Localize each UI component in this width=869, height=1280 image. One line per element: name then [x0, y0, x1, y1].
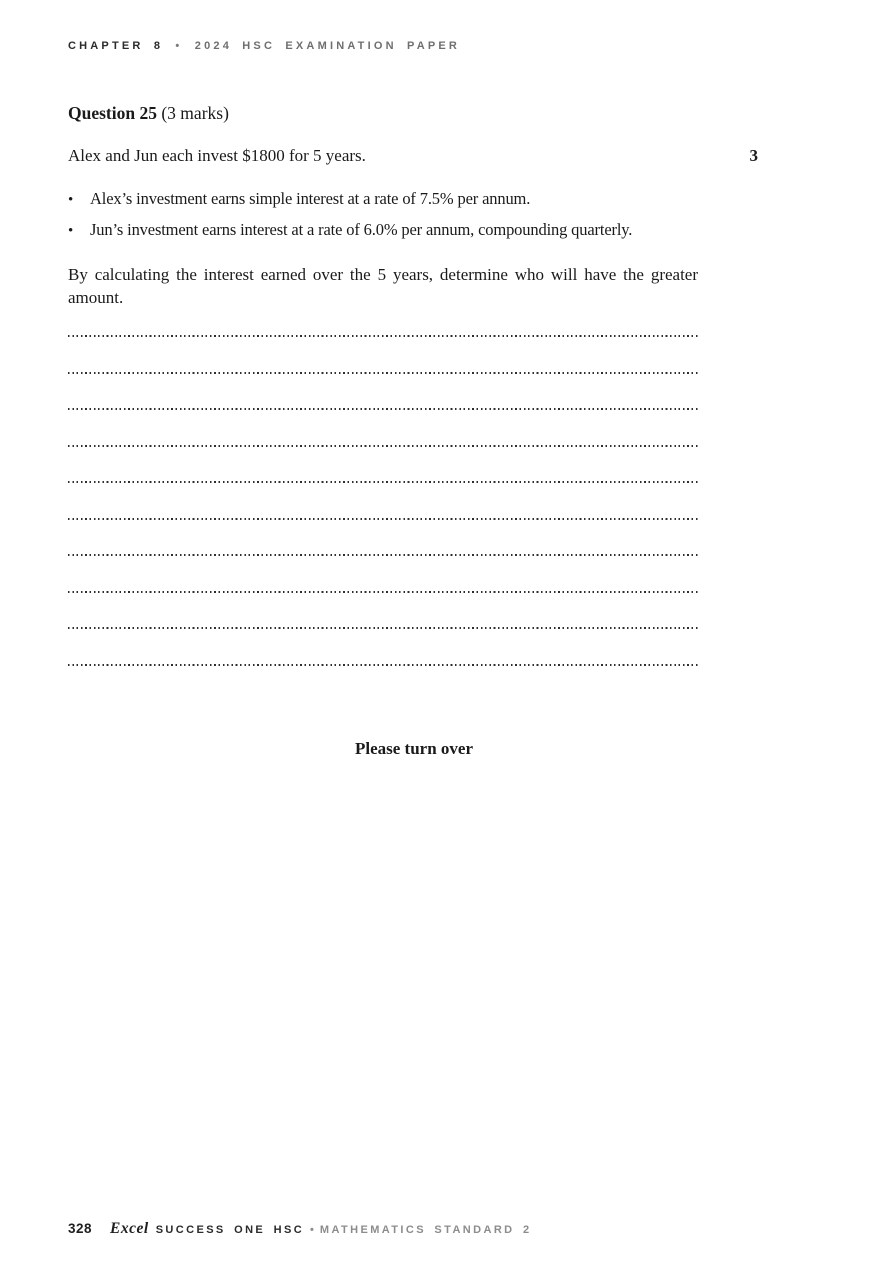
answer-line [68, 445, 698, 447]
bullet-item-alex [68, 189, 728, 209]
page-footer [68, 1220, 531, 1238]
answer-line [68, 335, 698, 337]
chapter-label: CHAPTER 8 [68, 40, 164, 52]
footer-series-label: SUCCESS ONE HSC [155, 1224, 305, 1236]
bullet-dot-icon: • [68, 223, 74, 239]
question-bullet-list [68, 189, 728, 251]
answer-line [68, 627, 698, 629]
bullet-dot-icon: • [68, 192, 74, 208]
answer-line [68, 591, 698, 593]
question-intro-row [68, 146, 760, 166]
bullet-item-jun [68, 220, 728, 240]
answer-line [68, 554, 698, 556]
question-marks-label: (3 marks) [161, 103, 229, 123]
footer-separator-dot: • [310, 1224, 314, 1236]
answer-line [68, 664, 698, 666]
footer-subject-label: MATHEMATICS STANDARD 2 [319, 1224, 532, 1236]
question-title [68, 103, 229, 124]
please-turn-over-label: Please turn over [354, 739, 474, 758]
bullet-item-text: Jun’s investment earns interest at a rate of 6.0% per annum, compounding quarterly. [90, 220, 633, 239]
answer-lines [68, 335, 698, 700]
marks-allocation-value: 3 [749, 146, 758, 165]
header-separator-dot: • [175, 40, 183, 52]
brand-logo-excel: Excel [110, 1220, 149, 1237]
answer-line [68, 372, 698, 374]
bullet-item-text: Alex’s investment earns simple interest at a rate of 7.5% per annum. [90, 189, 531, 208]
running-header [68, 40, 460, 52]
question-number: Question 25 [68, 103, 157, 123]
question-intro-text: Alex and Jun each invest $1800 for 5 years. [68, 146, 366, 165]
answer-line [68, 481, 698, 483]
header-title: 2024 HSC EXAMINATION PAPER [194, 40, 461, 52]
answer-line [68, 408, 698, 410]
answer-line [68, 518, 698, 520]
question-instruction: By calculating the interest earned over the 5 years, determine who will have the greater amount. [68, 265, 698, 307]
page-number: 328 [68, 1221, 93, 1236]
